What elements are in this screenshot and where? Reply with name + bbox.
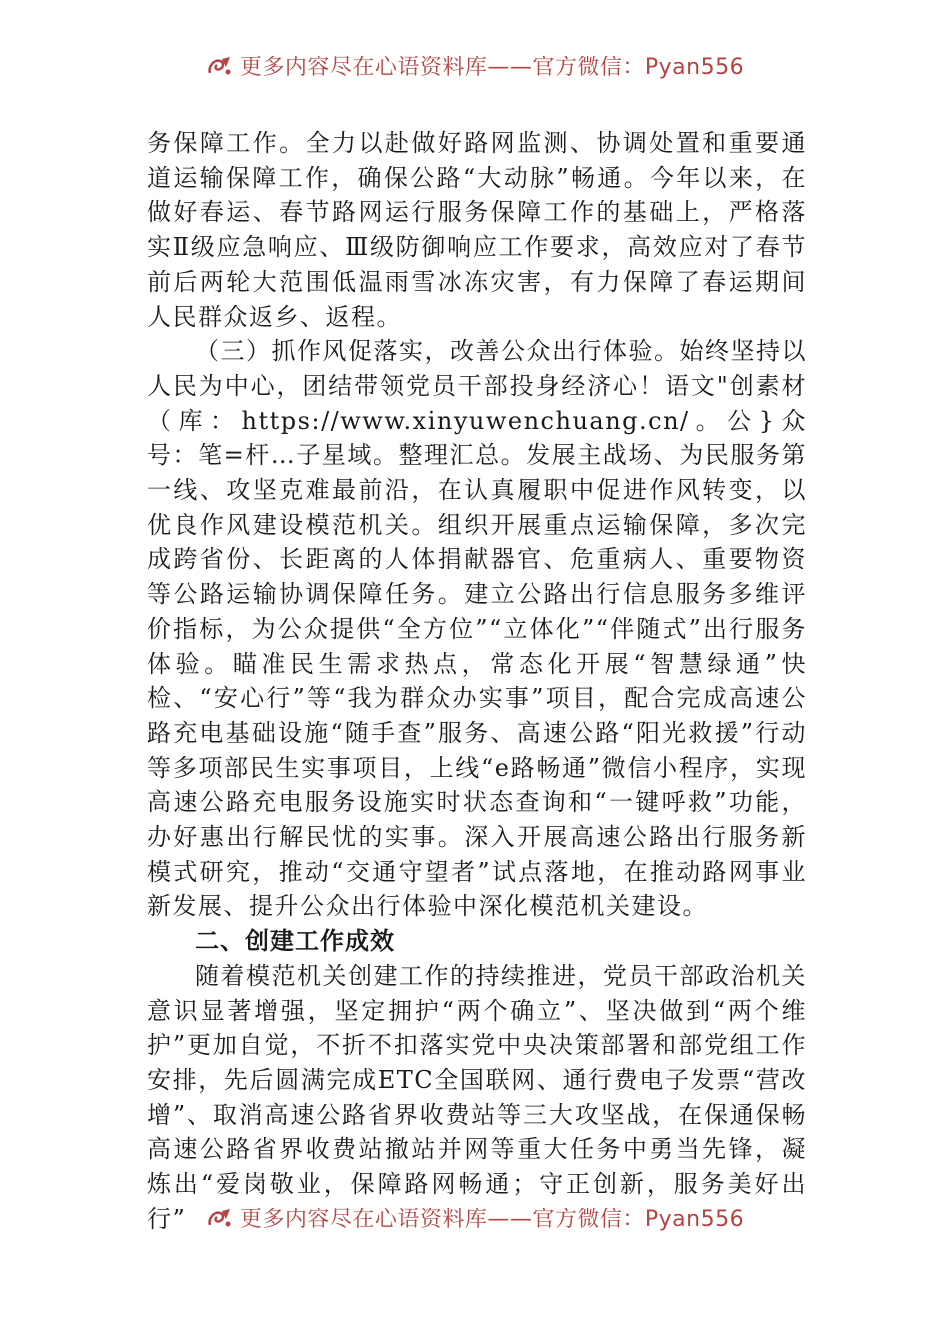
- paragraph-2: （三）抓作风促落实，改善公众出行体验。始终坚持以人民为中心，团结带领党员干部投身经济心！语文"创素材（库：https://www.xinyuwenchuang.cn/。公}众号：笔=杆…子星域。整理汇总。发展主战场、为民服务第一线、攻坚克难最前沿，在认真履职中促进作风转变，以优良作风建设模范机关。组织开展重点运输保障，多次完成跨省份、长距离的人体捐献器官、危重病人、重要物资等公路运输协调保障任务。建立公路出行信息服务多维评价指标，为公众提供“全方位”“立体化”“伴随式”出行服务体验。瞄准民生需求热点，常态化开展“智慧绿通”快检、“安心行”等“我为群众办实事”项目，配合完成高速公路充电基础设施“随手查”服务、高速公路“阳光救援”行动等多项部民生实事项目，上线“e路畅通”微信小程序，实现高速公路充电服务设施实时状态查询和“一键呼救”功能，办好惠出行解民忧的实事。深入开展高速公路出行服务新模式研究，推动“交通守望者”试点落地，在推动路网事业新发展、提升公众出行体验中深化模范机关建设。: [147, 337, 807, 921]
- paragraph-3: 随着模范机关创建工作的持续推进，党员干部政治机关意识显著增强，坚定拥护“两个确立”、坚决做到“两个维护”更加自觉，不折不扣落实党中央决策部署和部党组工作安排，先后圆满完成ETC全国联网、通行费电子发票“营改增”、取消高速公路省界收费站等三大攻坚战，在保通保畅高速公路省界收费站撤站并网等重大任务中勇当先锋，凝炼出“爱岗敬业，保障路网畅通；守正创新，服务美好出行”: [147, 961, 807, 1233]
- document-body: [147, 126, 807, 1237]
- section-heading: 二、创建工作成效: [195, 927, 395, 956]
- banner-text: 更多内容尽在心语资料库——官方微信：Pyan556: [239, 1208, 745, 1232]
- header-banner: [0, 56, 950, 86]
- paragraph-1: 务保障工作。全力以赴做好路网监测、协调处置和重要通道运输保障工作，确保公路“大动脉”畅通。今年以来，在做好春运、春节路网运行服务保障工作的基础上，严格落实Ⅱ级应急响应、Ⅲ级防御响应工作要求，高效应对了春节前后两轮大范围低温雨雪冰冻灾害，有力保障了春运期间人民群众返乡、返程。: [147, 129, 807, 331]
- footer-banner: [0, 1208, 950, 1238]
- banner-text: 更多内容尽在心语资料库——官方微信：Pyan556: [239, 56, 745, 80]
- logo-icon: [206, 1208, 234, 1229]
- logo-icon: [206, 56, 234, 77]
